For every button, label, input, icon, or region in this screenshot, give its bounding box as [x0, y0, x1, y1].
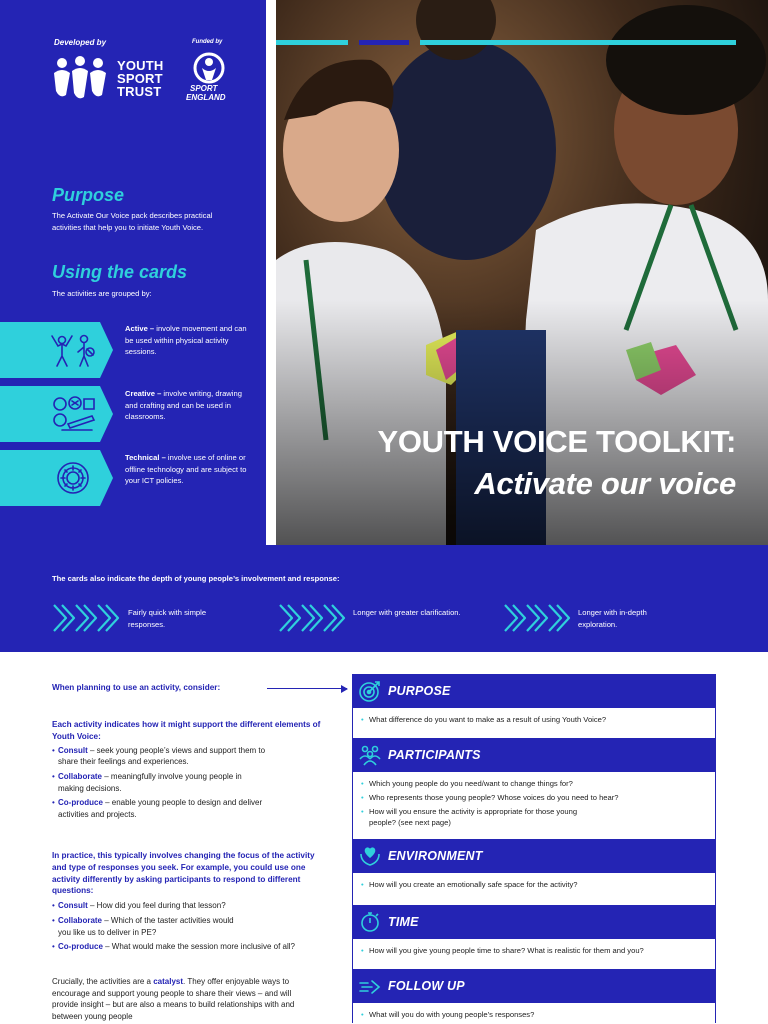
developed-by-label: Developed by — [54, 38, 107, 47]
panel-divider — [266, 0, 276, 545]
question-body-participants: • Which young people do you need/want to change things for? • Who represents those young people? Whose voices do you need to hear? • How will you ensure the activity is appropriate for those young people? (see next page) — [352, 772, 716, 839]
elements-block — [52, 719, 328, 824]
youth-sport-trust-logo — [52, 55, 112, 101]
elements-heading: Each activity indicates how it might support the different elements of Youth Voice: — [52, 720, 321, 741]
practice-list — [52, 900, 337, 953]
question-body-purpose: • What difference do you want to make as a result of using Youth Voice? — [352, 708, 716, 738]
purpose-text: The Activate Our Voice pack describes practical activities that help you to initiate Youth Voice. — [52, 211, 213, 232]
chevrons-icon — [503, 603, 573, 633]
list-item: • Collaborate – meaningfully involve young people in making decisions. — [52, 771, 267, 794]
technical-tab — [0, 450, 113, 506]
chevrons-icon — [52, 603, 122, 633]
using-cards-heading: Using the cards — [52, 262, 188, 282]
arrow-right-icon — [341, 685, 348, 693]
funded-by-label: Funded by — [192, 39, 223, 45]
target-icon — [358, 679, 382, 703]
closing-paragraph: Crucially, the activities are a catalyst. They offer enjoyable ways to encourage and support young people to share their views – and will provide insight – but are also a means to build relationships with and between young people — [52, 977, 295, 1022]
arrow-line — [267, 688, 347, 689]
list-item: • Collaborate – Which of the taster activities would you like us to deliver in PE? — [52, 915, 247, 938]
planning-column — [52, 652, 342, 1024]
list-item: • Consult – How did you feel during that lesson? — [52, 900, 337, 912]
elements-list — [52, 745, 267, 821]
question-header-follow-up: FOLLOW UP — [352, 969, 716, 1003]
sport-england-logo — [193, 52, 225, 84]
practice-block — [52, 850, 330, 956]
creative-tools-icon — [48, 394, 98, 434]
depth-text-greater: Longer with greater clarification. — [353, 608, 461, 617]
accent-bar-1 — [276, 40, 348, 45]
accent-bar-3 — [420, 40, 736, 45]
speed-arrow-icon — [358, 974, 382, 998]
gear-icon — [48, 458, 98, 498]
depth-text-indepth: Longer with in-depth exploration. — [578, 608, 647, 629]
people-icon — [358, 743, 382, 767]
question-body-time: • How will you give young people time to share? What is realistic for them and you? — [352, 939, 716, 969]
left-panel — [0, 0, 266, 545]
yst-wordmark: YOUTH SPORT TRUST — [117, 58, 164, 99]
question-body-follow-up: • What will you do with young people’s responses? — [352, 1003, 716, 1023]
list-item: • Co-produce – enable young people to design and deliver activities and projects. — [52, 797, 267, 820]
stopwatch-icon — [358, 910, 382, 934]
question-header-environment: ENVIRONMENT — [352, 839, 716, 873]
students-photo-illustration — [276, 0, 768, 545]
hero-photo — [276, 0, 768, 545]
hero-title: YOUTH VOICE TOOLKIT: — [377, 424, 736, 459]
technical-desc: Technical – involve use of online or offline technology and are subject to your ICT policies. — [125, 453, 247, 485]
questions-column — [352, 674, 716, 1023]
creative-desc: Creative – involve writing, drawing and crafting and can be used in classrooms. — [125, 389, 242, 421]
question-header-purpose: PURPOSE — [352, 674, 716, 708]
chevrons-icon — [278, 603, 348, 633]
hero-subtitle: Activate our voice — [474, 466, 736, 501]
planning-lead: When planning to use an activity, consider: — [52, 683, 221, 692]
list-item: • Co-produce – What would make the session more inclusive of all? — [52, 941, 337, 953]
active-tab — [0, 322, 113, 378]
question-body-environment: • How will you create an emotionally safe space for the activity? — [352, 873, 716, 905]
active-desc: Active – involve movement and can be used within physical activity sessions. — [125, 324, 247, 356]
question-header-participants: PARTICIPANTS — [352, 738, 716, 772]
question-header-time: TIME — [352, 905, 716, 939]
using-cards-text: The activities are grouped by: — [52, 289, 152, 298]
practice-heading: In practice, this typically involves changing the focus of the activity and type of responses you seek. For example, you could use one activity differently by asking participants to respond to different questions: — [52, 851, 315, 896]
heart-hands-icon — [358, 844, 382, 868]
sport-england-wordmark: SPORT ENGLAND — [186, 84, 226, 102]
active-people-icon — [48, 330, 98, 370]
depth-text-quick: Fairly quick with simple responses. — [128, 608, 207, 629]
accent-bar-2 — [359, 40, 409, 45]
list-item: • Consult – seek young people’s views and support them to share their feelings and experiences. — [52, 745, 267, 768]
creative-tab — [0, 386, 113, 442]
depth-title: The cards also indicate the depth of young people’s involvement and response: — [52, 574, 340, 583]
purpose-heading: Purpose — [52, 185, 125, 205]
